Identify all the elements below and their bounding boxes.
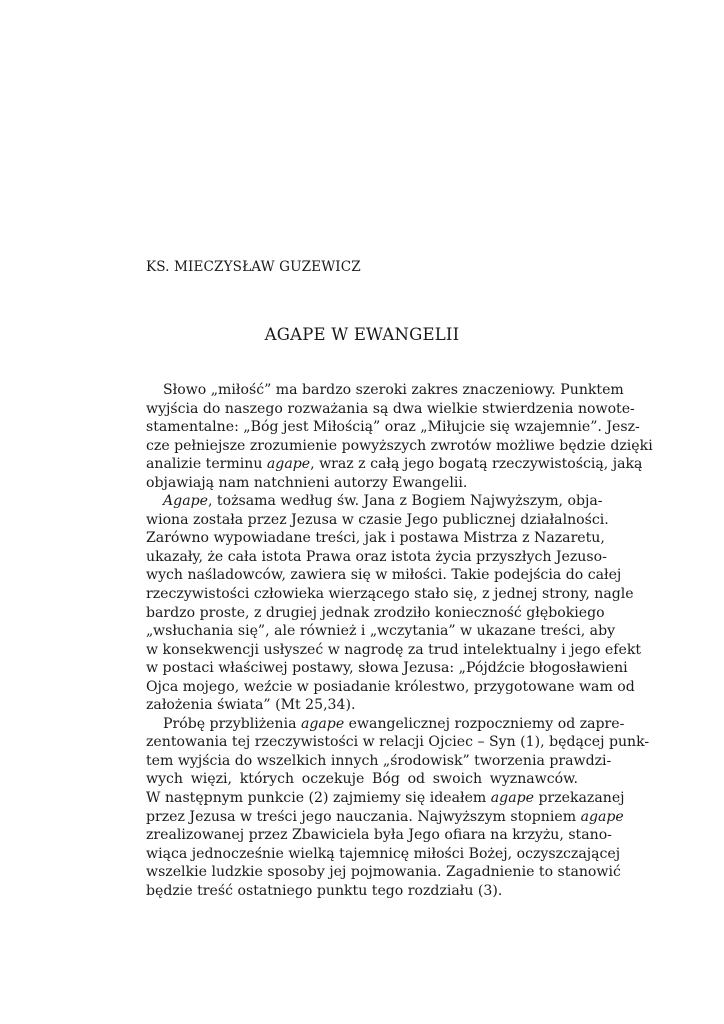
text-line bbox=[146, 622, 616, 641]
text-line bbox=[146, 808, 624, 827]
text-run: tem wyjścia do wszelkich innych „środowisk” tworzenia prawdzi- bbox=[146, 752, 612, 769]
text-run: wych naśladowców, zawiera się w miłości. Takie podejścia do całej bbox=[146, 567, 622, 584]
text-run: w konsekwencji usłyszeć w nagrodę za trud intelektualny i jego efekt bbox=[146, 641, 642, 658]
text-line bbox=[146, 882, 578, 901]
text-run: w postaci właściwej postawy, słowa Jezusa: „Pójdźcie błogosławieni bbox=[146, 660, 628, 677]
text-run: wyjścia do naszego rozważania są dwa wielkie stwierdzenia nowote- bbox=[146, 400, 635, 417]
text-run: Próbę przybliżenia bbox=[163, 715, 301, 732]
text-line bbox=[146, 826, 612, 845]
italic-term: agape bbox=[266, 456, 311, 473]
text-line bbox=[146, 511, 609, 530]
text-run: wiona została przez Jezusa w czasie Jego publicznej działalności. bbox=[146, 511, 609, 528]
text-line bbox=[146, 845, 621, 864]
text-line bbox=[146, 566, 622, 585]
text-run: analizie terminu bbox=[146, 456, 267, 473]
text-run: „wsłuchania się”, ale również i „wczytania” w ukazane treści, aby bbox=[146, 623, 616, 640]
text-run: ewangelicznej rozpoczniemy od zapre- bbox=[344, 715, 625, 732]
text-line bbox=[146, 381, 624, 400]
text-run: Słowo „miłość” ma bardzo szeroki zakres znaczeniowy. Punktem bbox=[163, 382, 624, 398]
text-line bbox=[146, 437, 653, 456]
text-run: wszelkie ludzkie sposoby jej pojmowania. Zagadnienie to stanowić bbox=[146, 864, 621, 881]
text-line bbox=[146, 548, 607, 567]
author-name: KS. MIECZYSŁAW GUZEWICZ bbox=[146, 259, 361, 275]
italic-term: agape bbox=[490, 790, 534, 807]
text-line bbox=[146, 418, 640, 437]
chapter-title: AGAPE W EWANGELII bbox=[264, 325, 460, 344]
text-run: Zarówno wypowiadane treści, jak i postawa Mistrza z Nazaretu, bbox=[146, 530, 605, 547]
paragraph bbox=[146, 492, 642, 715]
text-run: wiąca jednocześnie wielką tajemnicę miłości Bożej, oczyszczającej bbox=[146, 845, 621, 862]
text-run: przez Jezusa w treści jego nauczania. Najwyższym stopniem bbox=[146, 808, 581, 825]
text-run: ukazały, że cała istota Prawa oraz istota życia przyszłych Jezuso- bbox=[146, 548, 607, 565]
text-line bbox=[146, 733, 650, 752]
text-run: zentowania tej rzeczywistości w relacji Ojciec – Syn (1), będącej punk- bbox=[146, 734, 650, 751]
italic-term: agape bbox=[580, 808, 624, 825]
text-line bbox=[146, 715, 625, 734]
text-run: cze pełniejsze zrozumienie powyższych zwrotów możliwe będzie dzięki bbox=[146, 437, 653, 454]
text-line bbox=[146, 492, 603, 511]
text-run: założenia świata” (Mt 25,34). bbox=[146, 697, 356, 714]
text-run: przekazanej bbox=[533, 790, 625, 807]
paragraph bbox=[146, 715, 650, 900]
text-run: , tożsama według św. Jana z Bogiem Najwyższym, obja- bbox=[207, 493, 603, 510]
text-line bbox=[146, 789, 625, 808]
text-line bbox=[146, 474, 578, 493]
text-run: rzeczywistości człowieka wierzącego stało się, z jednej strony, nagle bbox=[146, 586, 634, 603]
text-line bbox=[146, 752, 612, 771]
text-line bbox=[146, 678, 635, 697]
text-line bbox=[146, 400, 635, 419]
body-text bbox=[146, 381, 653, 900]
text-line bbox=[146, 529, 605, 548]
text-line bbox=[146, 696, 578, 715]
text-run: będzie treść ostatniego punktu tego rozdziału (3). bbox=[146, 882, 503, 899]
italic-term: agape bbox=[300, 715, 345, 732]
text-line bbox=[146, 585, 634, 604]
text-run: objawiają nam natchnieni autorzy Ewangelii. bbox=[146, 474, 468, 491]
text-run: stamentalne: „Bóg jest Miłością” oraz „Miłujcie się wzajemnie”. Jesz- bbox=[146, 419, 640, 436]
text-run: zrealizowanej przez Zbawiciela była Jego ofiara na krzyżu, stano- bbox=[146, 827, 612, 844]
text-line bbox=[146, 641, 642, 660]
text-line bbox=[146, 770, 578, 789]
text-run: Ojca mojego, weźcie w posiadanie królestwo, przygotowane wam od bbox=[146, 678, 635, 695]
text-line bbox=[146, 455, 643, 474]
italic-term: Agape bbox=[163, 493, 208, 510]
text-run: wych więzi, których oczekuje Bóg od swoich wyznawców. bbox=[146, 771, 578, 788]
text-run: W następnym punkcie (2) zajmiemy się ideałem bbox=[146, 790, 491, 807]
text-line bbox=[146, 659, 628, 678]
text-run: bardzo proste, z drugiej jednak zrodziło konieczność głębokiego bbox=[146, 604, 605, 621]
text-line bbox=[146, 863, 621, 882]
text-run: , wraz z całą jego bogatą rzeczywistością, jaką bbox=[310, 456, 643, 473]
paragraph bbox=[146, 381, 653, 492]
text-line bbox=[146, 604, 605, 623]
